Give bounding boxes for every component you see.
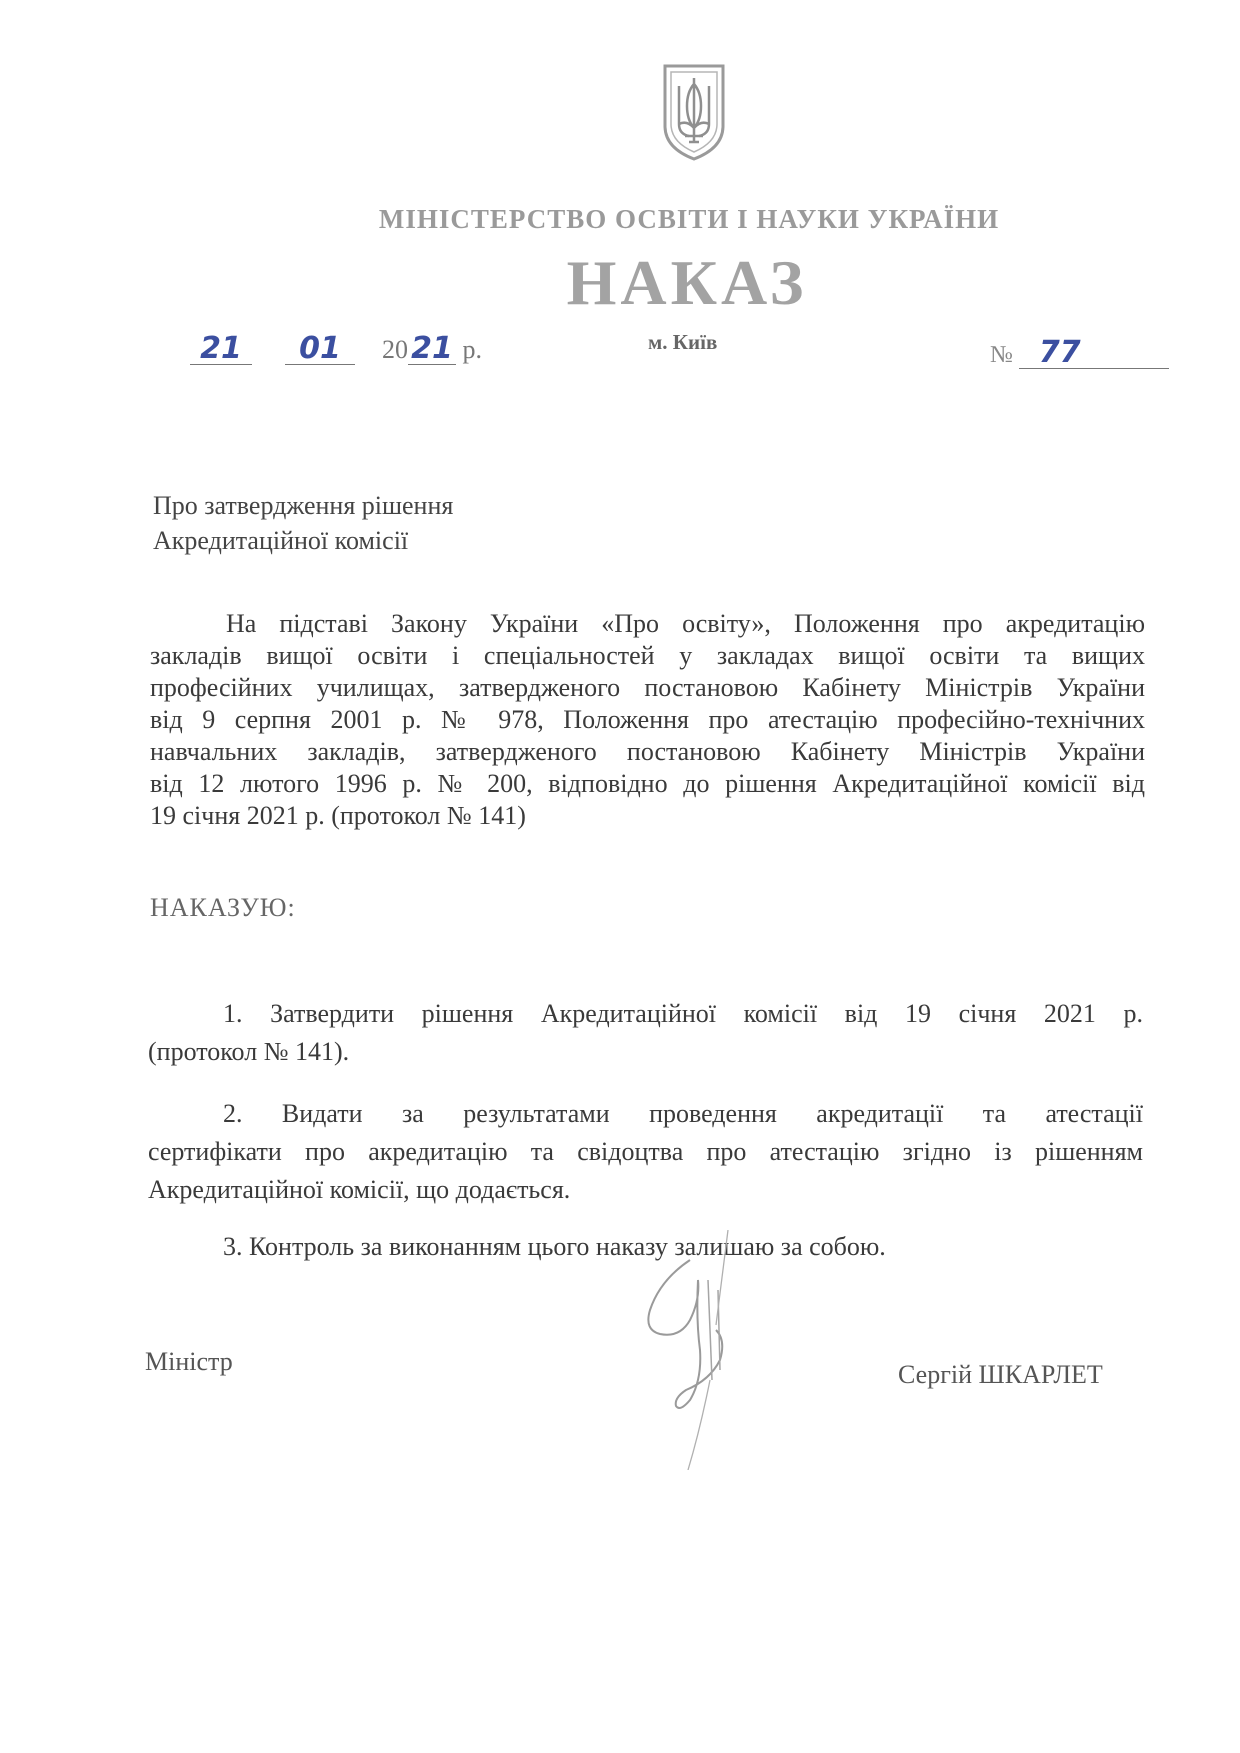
preamble-line: 19 січня 2021 р. (протокол № 141): [150, 801, 526, 830]
date-month: 01: [285, 334, 355, 365]
preamble-line: професійних училищах, затвердженого постановою Кабінету Міністрів України: [150, 673, 1145, 702]
document-date: [190, 331, 510, 374]
preamble-line: від 9 серпня 2001 р. № 978, Положення про атестацію професійно-технічних: [150, 705, 1145, 734]
order-item-line: сертифікати про акредитацію та свідоцтва про атестацію згідно із рішенням: [148, 1137, 1143, 1166]
order-item-1: [148, 995, 1143, 1071]
order-item-line: 1. Затвердити рішення Акредитаційної комісії від 19 січня 2021 р.: [223, 999, 1143, 1028]
ministry-name: МІНІСТЕРСТВО ОСВІТИ І НАУКИ УКРАЇНИ: [378, 204, 1000, 234]
date-day: 21: [190, 334, 252, 365]
coat-of-arms-icon: [659, 62, 729, 162]
order-item-line: (протокол № 141).: [148, 1037, 350, 1066]
preamble-line: навчальних закладів, затвердженого постановою Кабінету Міністрів України: [150, 737, 1145, 766]
number-value: 77: [1019, 338, 1169, 369]
date-year-unit: р.: [462, 335, 482, 364]
preamble-line: закладів вищої освіти і спеціальностей у закладах вищої освіти та вищих: [150, 641, 1145, 670]
order-word: НАКАЗУЮ:: [150, 893, 296, 922]
preamble-line: На підставі Закону України «Про освіту», Положення про акредитацію: [226, 609, 1145, 638]
order-item-line: 2. Видати за результатами проведення акредитації та атестації: [223, 1099, 1143, 1128]
order-item-line: 3. Контроль за виконанням цього наказу залишаю за собою.: [223, 1232, 886, 1261]
signer-name: Сергій ШКАРЛЕТ: [898, 1360, 1103, 1389]
city-label: м. Київ: [648, 330, 718, 354]
subject-line: Про затвердження рішення: [153, 491, 454, 520]
signer-role: Міністр: [145, 1347, 233, 1376]
subject-block: [153, 488, 453, 558]
order-item-line: Акредитаційної комісії, що додається.: [148, 1175, 571, 1204]
handwritten-signature-icon: [620, 1230, 780, 1470]
document-type-title: НАКАЗ: [566, 247, 808, 318]
date-year-prefix: 20: [382, 335, 408, 364]
order-item-2: [148, 1095, 1143, 1209]
document-number: [990, 335, 1169, 370]
subject-line: Акредитаційної комісії: [153, 526, 409, 555]
preamble-paragraph: [150, 608, 1145, 832]
date-year-suffix: 21: [408, 334, 456, 365]
number-label: №: [990, 342, 1013, 368]
preamble-line: від 12 лютого 1996 р. № 200, відповідно до рішення Акредитаційної комісії від: [150, 769, 1145, 798]
